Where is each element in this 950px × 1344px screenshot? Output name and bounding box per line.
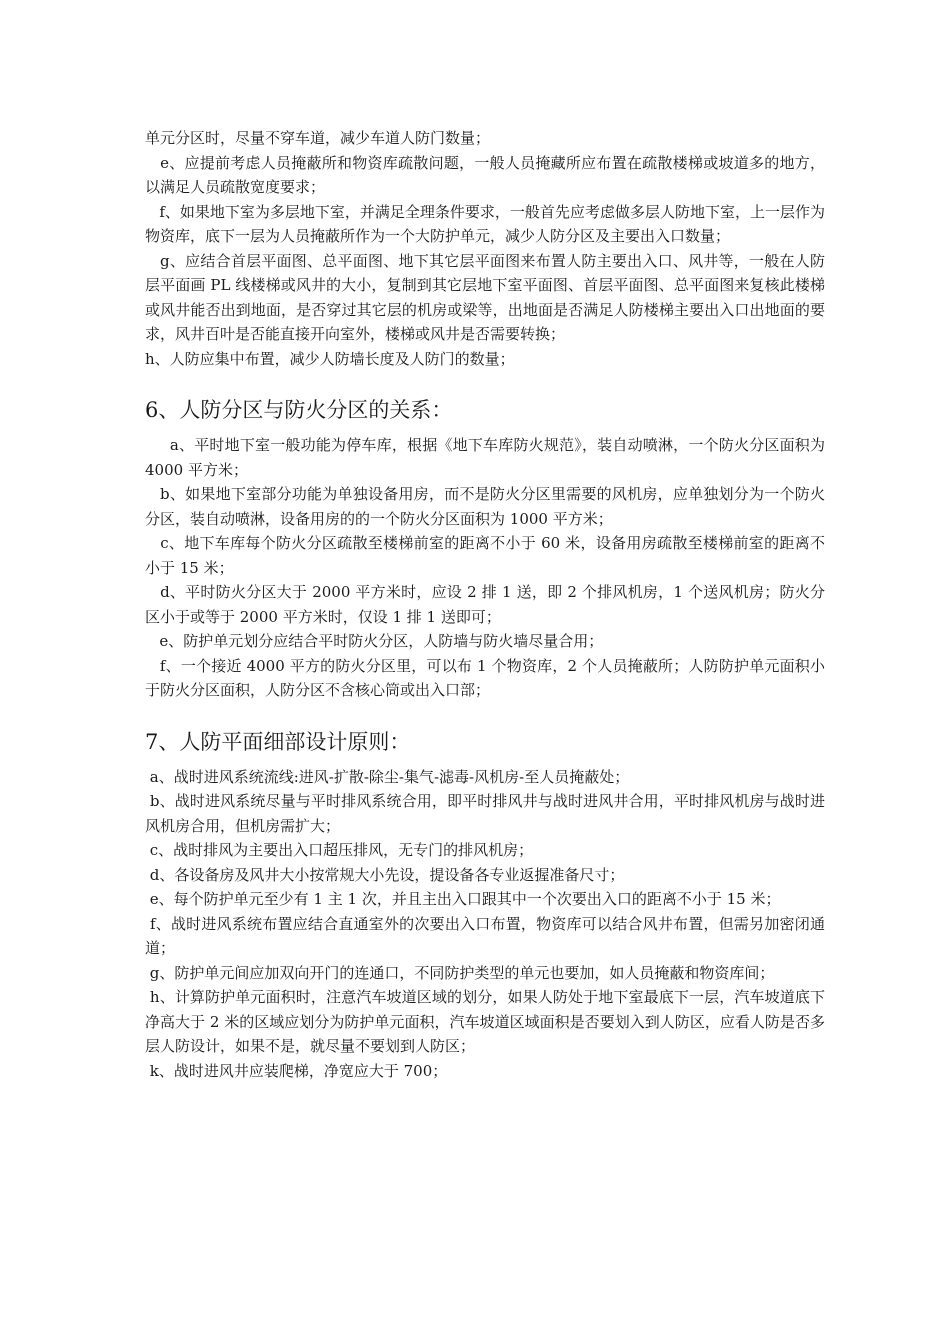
document-body xyxy=(145,126,830,1083)
paragraph: g、应结合首层平面图、总平面图、地下其它层平面图来布置人防主要出入口、风井等，一般在人防层平面画 PL 线楼梯或风井的大小，复制到其它层地下室平面图、首层平面图、总平面图来复核此楼梯或风井能否出到地面，是否穿过其它层的机房或梁等，出地面是否满足人防楼梯主要出入口出地面的要求，风井百叶是否能直接开向室外，楼梯或风井是否需要转换； xyxy=(145,251,825,343)
paragraph: h、计算防护单元面积时，注意汽车坡道区域的划分，如果人防处于地下室最底下一层，汽车坡道底下净高大于 2 米的区域应划分为防护单元面积，汽车坡道区域面积是否要划入到人防区，应看人防是否多层人防设计，如果不是，就尽量不要划到人防区； xyxy=(145,988,825,1055)
paragraph: a、平时地下室一般功能为停车库，根据《地下车库防火规范》，装自动喷淋，一个防火分区面积为 4000 平方米； xyxy=(145,436,830,479)
paragraph: c、战时排风为主要出入口超压排风，无专门的排风机房； xyxy=(145,841,534,859)
paragraph: k、战时进风井应装爬梯，净宽应大于 700； xyxy=(145,1061,448,1080)
paragraph: e、防护单元划分应结合平时防火分区，人防墙与防火墙尽量合用； xyxy=(145,632,604,650)
paragraph: b、战时进风系统尽量与平时排风系统合用，即平时排风井与战时进风井合用，平时排风机房与战时进风机房合用，但机房需扩大； xyxy=(145,792,825,835)
paragraph: g、防护单元间应加双向开门的连通口，不同防护类型的单元也要加，如人员掩蔽和物资库间； xyxy=(145,963,775,982)
paragraph: f、一个接近 4000 平方的防火分区里，可以布 1 个物资库，2 个人员掩蔽所；人防防护单元面积小于防火分区面积，人防分区不含核心筒或出入口部； xyxy=(145,656,825,699)
paragraph: f、战时进风系统布置应结合直通室外的次要出入口布置，物资库可以结合风井布置，但需另加密闭通道； xyxy=(145,914,825,957)
paragraph: a、战时进风系统流线:进风-扩散-除尘-集气-滤毒-风机房-至人员掩蔽处； xyxy=(145,767,630,786)
paragraph: f、如果地下室为多层地下室，并满足全理条件要求，一般首先应考虑做多层人防地下室，上一层作为物资库，底下一层为人员掩蔽所作为一个大防护单元，减少人防分区及主要出入口数量； xyxy=(145,202,825,245)
section-heading: 7、人防平面细部设计原则： xyxy=(145,729,411,754)
paragraph: e、每个防护单元至少有 1 主 1 次，并且主出入口跟其中一个次要出入口的距离不小于 15 米； xyxy=(145,890,781,908)
paragraph: c、地下车库每个防火分区疏散至楼梯前室的距离不小于 60 米，设备用房疏散至楼梯前室的距离不小于 15 米； xyxy=(145,534,825,577)
paragraph: b、如果地下室部分功能为单独设备用房，而不是防火分区里需要的风机房，应单独划分为一个防火分区，装自动喷淋，设备用房的的一个防火分区面积为 1000 平方米； xyxy=(145,485,825,528)
paragraph: d、平时防火分区大于 2000 平方米时，应设 2 排 1 送，即 2 个排风机房，1 个送风机房；防火分区小于或等于 2000 平方米时，仅设 1 排 1 送即可； xyxy=(145,583,825,626)
section-intro xyxy=(145,126,825,371)
section-heading: 6、人防分区与防火分区的关系： xyxy=(145,398,453,422)
paragraph: h、人防应集中布置，减少人防墙长度及人防门的数量； xyxy=(145,349,515,368)
paragraph: 单元分区时，尽量不穿车道，减少车道人防门数量； xyxy=(145,129,491,147)
paragraph: d、各设备房及风井大小按常规大小先设，提设备各专业返握准备尺寸； xyxy=(145,865,625,884)
paragraph: e、应提前考虑人员掩蔽所和物资库疏散问题，一般人员掩藏所应布置在疏散楼梯或坡道多的地方，以满足人员疏散宽度要求； xyxy=(145,153,825,196)
section-6 xyxy=(145,395,830,703)
section-7 xyxy=(145,727,825,1084)
